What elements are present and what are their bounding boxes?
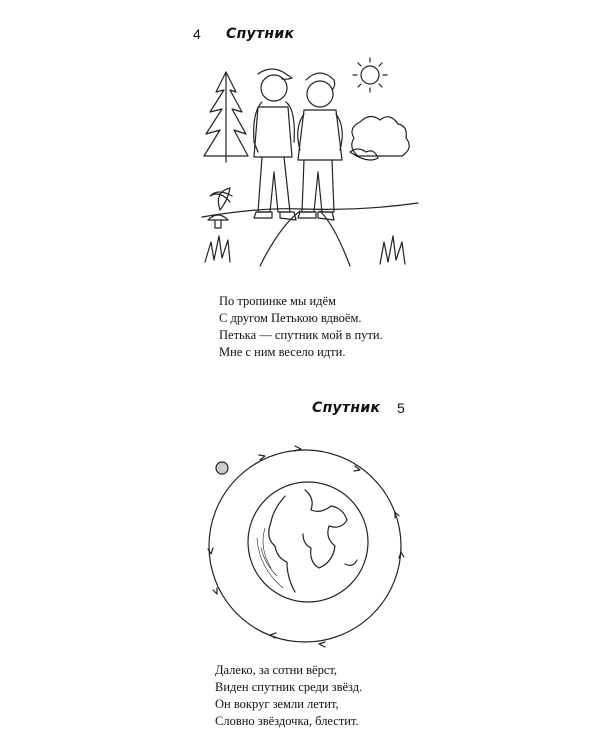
- poem-line: Далеко, за сотни вёрст,: [215, 663, 338, 677]
- two-boys-walking-illustration: [200, 52, 420, 267]
- poem-line: Мне с ним весело идти.: [219, 345, 346, 359]
- satellite-moon-icon: [216, 462, 228, 474]
- page-number: 4: [193, 26, 201, 42]
- boy-with-cap-figure: [254, 69, 296, 220]
- page-title: Спутник: [312, 400, 381, 416]
- poem-line: Петька — спутник мой в пути.: [219, 328, 383, 342]
- boy-figure: [298, 73, 343, 220]
- page-number: 5: [397, 400, 405, 416]
- poem-line: Он вокруг земли летит,: [215, 697, 339, 711]
- poem: [215, 662, 362, 730]
- poem-line: С другом Петькою вдвоём.: [219, 311, 362, 325]
- poem-line: Словно звёздочка, блестит.: [215, 714, 359, 728]
- mushroom-icon: [208, 215, 228, 228]
- fir-tree-icon: [204, 72, 248, 162]
- page-title: Спутник: [226, 26, 295, 42]
- orbit-circle: [209, 450, 401, 642]
- sun-icon: [353, 58, 387, 92]
- earth-globe: [248, 482, 368, 602]
- earth-satellite-orbit-illustration: [205, 438, 405, 648]
- poem: [219, 293, 383, 361]
- poem-line: Виден спутник среди звёзд.: [215, 680, 363, 694]
- poem-line: По тропинке мы идём: [219, 294, 336, 308]
